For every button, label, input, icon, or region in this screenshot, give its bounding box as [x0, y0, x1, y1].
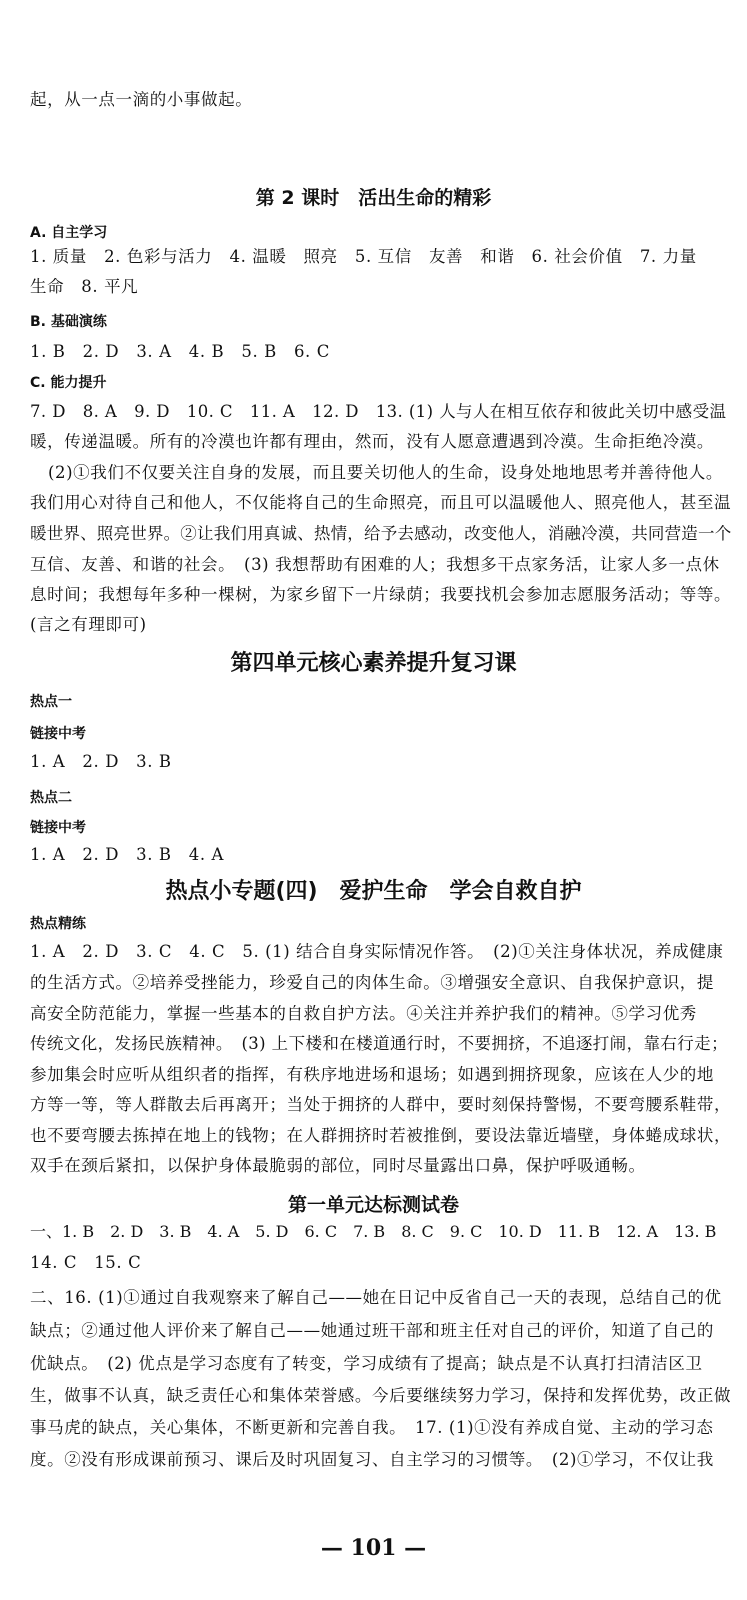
answer-line: (言之有理即可) — [30, 615, 147, 634]
answer-line: 互信、友善、和谐的社会。 (3) 我想帮助有困难的人；我想多干点家务活，让家人多一点休 — [30, 555, 720, 574]
answer-line: 也不要弯腰去拣掉在地上的钱物；在人群拥挤时若被推倒，要设法靠近墙壁，身体蜷成球状， — [30, 1126, 732, 1145]
answer-line: 暖，传递温暖。所有的冷漠也许都有理由，然而，没有人愿意遭遇到冷漠。生命拒绝冷漠。 — [30, 432, 714, 451]
section-title: 第四单元核心素养提升复习课 — [230, 651, 517, 676]
subsection-label: 链接中考 — [30, 726, 86, 742]
answer-line: 传统文化，发扬民族精神。 (3) 上下楼和在楼道通行时，不要拥挤，不追逐打闹，靠右行走； — [30, 1034, 728, 1053]
answer-line: 生，做事不认真，缺乏责任心和集体荣誉感。今后要继续努力学习，保持和发挥优势，改正做 — [30, 1386, 732, 1405]
section-title: 第一单元达标测试卷 — [287, 1194, 459, 1216]
answer-line: 暖世界、照亮世界。②让我们用真诚、热情，给予去感动，改变他人，消融冷漠，共同营造一个 — [30, 524, 732, 543]
section-title: 热点小专题(四) 爱护生命 学会自救自护 — [165, 879, 582, 904]
answer-line: 事马虎的缺点，关心集体，不断更新和完善自我。 17. (1)①没有养成自觉、主动的学习态 — [30, 1418, 714, 1437]
subsection-label: B. 基础演练 — [30, 314, 107, 330]
answer-line: 7. D 8. A 9. D 10. C 11. A 12. D 13. (1) 人与人在相互依存和彼此关切中感受温 — [30, 402, 727, 421]
answer-line: 方等一等，等人群散去后再离开；当处于拥挤的人群中，要时刻保持警惕，不要弯腰系鞋带， — [30, 1095, 732, 1114]
answer-line: 14. C 15. C — [30, 1253, 142, 1272]
answer-line: 高安全防范能力，掌握一些基本的自救自护方法。④关注并养护我们的精神。⑤学习优秀 — [30, 1004, 697, 1023]
subsection-label: 链接中考 — [30, 820, 86, 836]
answer-line: 生命 8. 平凡 — [30, 277, 139, 296]
page-number: — 101 — — [320, 1535, 427, 1561]
answer-line: 息时间；我想每年多种一棵树，为家乡留下一片绿荫；我要找机会参加志愿服务活动；等等。 — [30, 585, 732, 604]
answer-line: (2)①我们不仅要关注自身的发展，而且要关切他人的生命，设身处地地思考并善待他人。 — [48, 463, 723, 482]
answer-line: 一、1. B 2. D 3. B 4. A 5. D 6. C 7. B 8. C 9. C 10. D 11. B 12. A 13. B — [30, 1222, 717, 1241]
answer-line: 1. 质量 2. 色彩与活力 4. 温暖 照亮 5. 互信 友善 和谐 6. 社会价值 7. 力量 — [30, 247, 697, 266]
subsection-label: 热点一 — [30, 694, 72, 710]
answer-line: 1. A 2. D 3. C 4. C 5. (1) 结合自身实际情况作答。 (2)①关注身体状况，养成健康 — [30, 942, 724, 961]
subsection-label: 热点二 — [30, 790, 72, 806]
answer-line: 1. B 2. D 3. A 4. B 5. B 6. C — [30, 342, 330, 361]
answer-line: 我们用心对待自己和他人，不仅能将自己的生命照亮，而且可以温暖他人、照亮他人，甚至温 — [30, 493, 732, 512]
subsection-label: A. 自主学习 — [30, 225, 108, 241]
text-line: 起，从一点一滴的小事做起。 — [30, 90, 253, 109]
answer-line: 1. A 2. D 3. B — [30, 752, 172, 771]
subsection-label: 热点精练 — [30, 916, 86, 932]
section-title: 第 2 课时 活出生命的精彩 — [255, 187, 492, 209]
answer-line: 双手在颈后紧扣，以保护身体最脆弱的部位，同时尽量露出口鼻，保护呼吸通畅。 — [30, 1156, 646, 1175]
answer-line: 二、16. (1)①通过自我观察来了解自己——她在日记中反省自己一天的表现，总结自己的优 — [30, 1288, 722, 1307]
answer-line: 缺点；②通过他人评价来了解自己——她通过班干部和班主任对自己的评价，知道了自己的 — [30, 1321, 714, 1340]
subsection-label: C. 能力提升 — [30, 375, 107, 391]
answer-line: 优缺点。 (2) 优点是学习态度有了转变，学习成绩有了提高；缺点是不认真打扫清洁区卫 — [30, 1354, 703, 1373]
answer-line: 1. A 2. D 3. B 4. A — [30, 845, 225, 864]
answer-line: 的生活方式。②培养受挫能力，珍爱自己的肉体生命。③增强安全意识、自我保护意识，提 — [30, 973, 714, 992]
answer-line: 度。②没有形成课前预习、课后及时巩固复习、自主学习的习惯等。 (2)①学习，不仅让我 — [30, 1450, 714, 1469]
answer-line: 参加集会时应听从组织者的指挥，有秩序地进场和退场；如遇到拥挤现象，应该在人少的地 — [30, 1065, 714, 1084]
